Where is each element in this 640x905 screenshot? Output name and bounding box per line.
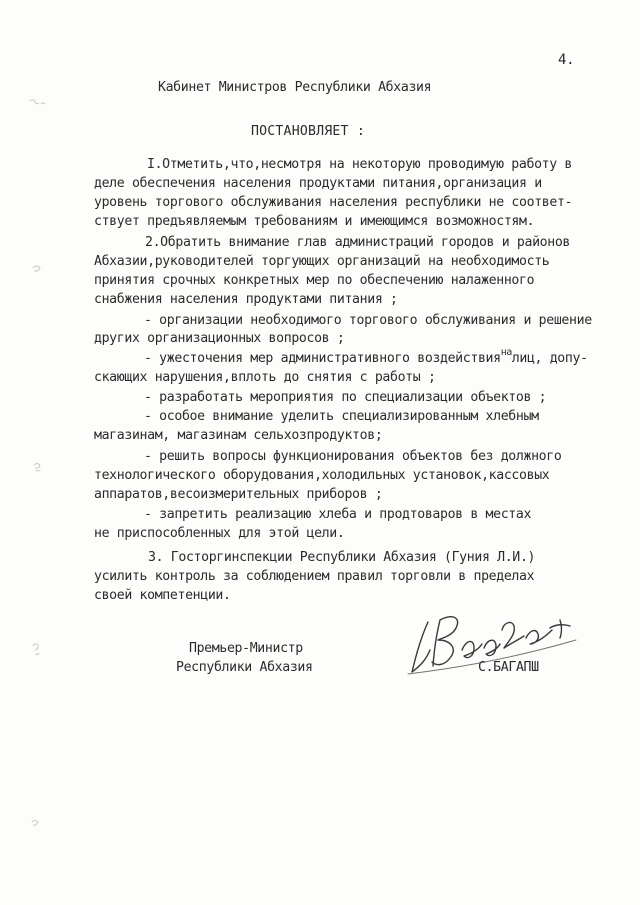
item1-line2: деле обеспечения населения продуктами питания,организация и <box>94 176 542 191</box>
subitem-equipment-line1: - решить вопросы функционирования объектов без должного <box>144 449 562 464</box>
signatory-title-line2: Республики Абхазия <box>176 660 313 675</box>
subitem-bread-stores-line1: - особое внимание уделить специализированным хлебным <box>144 409 539 424</box>
item3-line2: усилить контроль за соблюдением правил торговли в пределах <box>94 569 535 584</box>
issuing-body-header: Кабинет Министров Республики Абхазия <box>158 80 432 95</box>
signatory-name: С.БАГАПШ <box>478 660 539 675</box>
subitem-specialization: - разработать мероприятия по специализации объектов ; <box>144 390 547 405</box>
subitem-tightening-line2: скающих нарушения,вплоть до снятия с работы ; <box>94 370 436 385</box>
item1-line3: уровень торгового обслуживания населения республики не соответ- <box>94 195 573 210</box>
subitem-tightening-line1 <box>144 347 588 369</box>
subitem-tightening-text-end: лиц, допу- <box>511 351 588 366</box>
item3-line1: 3. Госторгинспекции Республики Абхазия (Гуния Л.И.) <box>148 550 536 565</box>
item3-line3: своей компетенции. <box>94 588 231 603</box>
handwritten-insert: на <box>500 347 512 358</box>
handwritten-signature <box>400 600 590 680</box>
subitem-prohibit-line1: - запретить реализацию хлеба и продтоваров в местах <box>144 507 532 522</box>
subitem-bread-stores-line2: магазинам, магазинам сельхозпродуктов; <box>94 428 383 443</box>
item2-line2: Абхазии,руководителей торгующих организаций на необходимость <box>94 254 550 269</box>
item2-line4: снабжения населения продуктами питания ; <box>94 292 398 307</box>
item2-line1: 2.Обратить внимание глав администраций городов и районов <box>145 235 571 250</box>
signatory-title-line1: Премьер-Министр <box>189 641 303 656</box>
subitem-organization-line2: других организационных вопросов ; <box>94 331 345 346</box>
item1-line1: I.Отметить,что,несмотря на некоторую проводимую работу в <box>147 157 573 172</box>
subitem-tightening-text: - ужесточения мер административного воздействия <box>144 351 501 366</box>
item1-line4: ствует предъявляемым требованиям и имеющимся возможностям. <box>94 214 535 229</box>
subitem-equipment-line3: аппаратов,весоизмерительных приборов ; <box>94 487 383 502</box>
subitem-prohibit-line2: не приспособленных для этой цели. <box>94 526 345 541</box>
subitem-equipment-line2: технологического оборудования,холодильных установок,кассовых <box>94 468 550 483</box>
item2-line3: принятия срочных конкретных мер по обеспечению налаженного <box>94 273 535 288</box>
resolves-heading: ПОСТАНОВЛЯЕТ : <box>251 124 365 139</box>
page-number: 4. <box>558 52 575 68</box>
subitem-organization-line1: - организации необходимого торгового обслуживания и решение <box>144 313 592 328</box>
